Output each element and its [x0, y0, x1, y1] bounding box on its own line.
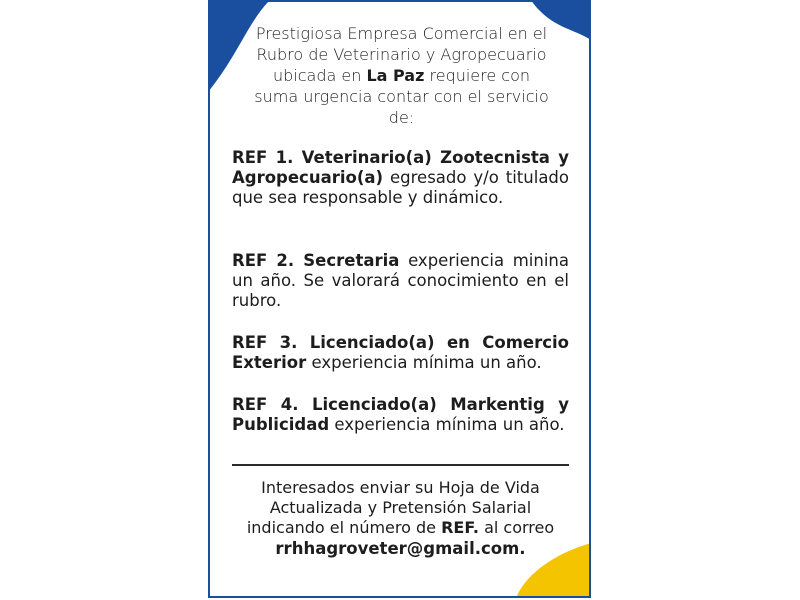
ref-description: experiencia mínima un año. [329, 415, 565, 434]
ref-title: REF 3. Licenciado(a) en Comercio Exterior [232, 333, 569, 372]
intro-paragraph [250, 23, 553, 128]
intro-city: La Paz [366, 66, 425, 85]
ref-item [232, 251, 569, 311]
ref-item [232, 395, 569, 435]
ref-title: REF 4. Licenciado(a) Markentig y Publicidad [232, 395, 569, 434]
footer-ref-label: REF. [441, 518, 479, 537]
intro-text-end: requiere con suma urgencia contar con el servicio de: [254, 66, 549, 127]
contact-email: rrhhagroveter@gmail.com. [275, 539, 526, 558]
footer-text-start: Interesados enviar su Hoja de Vida Actualizada y Pretensión Salarial indicando el número de [246, 478, 540, 537]
divider-line [232, 464, 569, 466]
job-advertisement [208, 0, 591, 598]
footer-text-end: al correo [478, 518, 555, 537]
ref-item [232, 333, 569, 373]
ref-description: egresado y/o titulado que sea responsable y dinámico. [232, 168, 569, 207]
ref-description: experiencia minina un año. Se valorará conocimiento en el rubro. [232, 251, 569, 310]
ref-description: experiencia mínima un año. [306, 353, 542, 372]
intro-text-start: Prestigiosa Empresa Comercial en el Rubro de Veterinario y Agropecuario ubicada en [255, 24, 548, 85]
ref-title: REF 2. Secretaria [232, 251, 400, 270]
ref-title: REF 1. Veterinario(a) Zootecnista y Agropecuario(a) [232, 148, 569, 187]
ref-item [232, 148, 569, 208]
application-instructions [232, 478, 569, 559]
